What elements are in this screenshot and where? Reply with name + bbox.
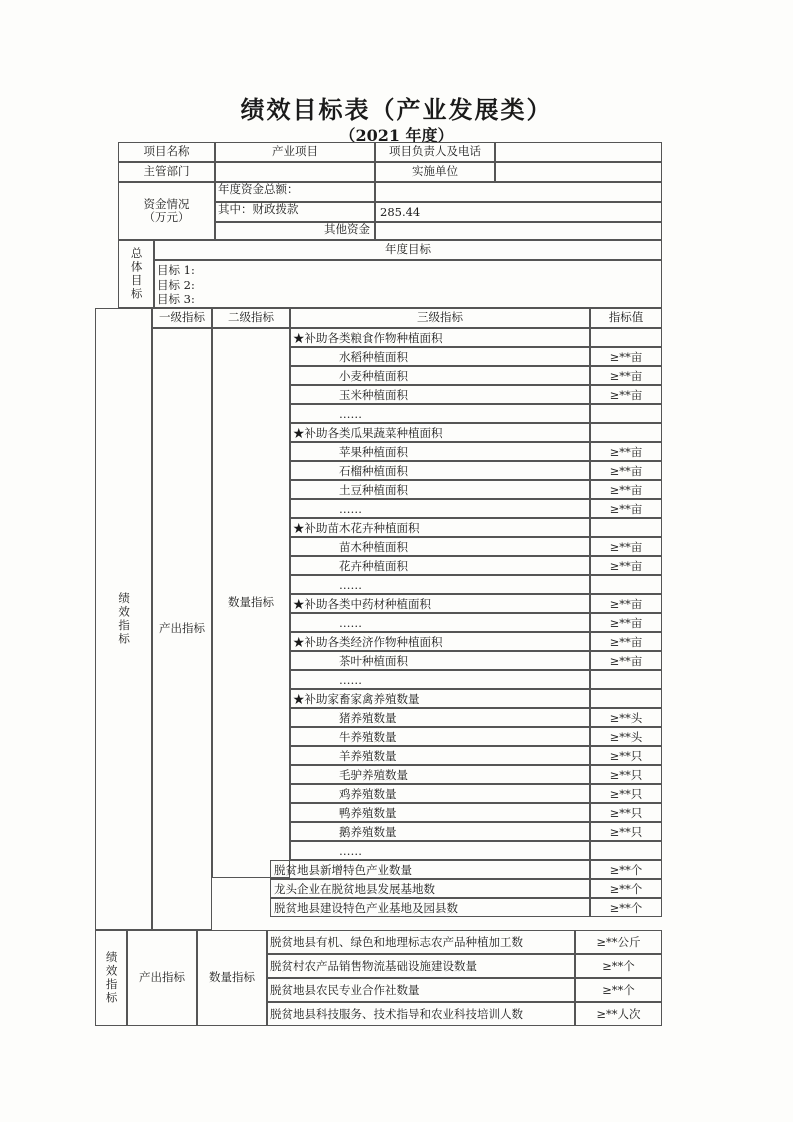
- indicator-level3: 石榴种植面积: [290, 461, 590, 480]
- indicator-level3: 羊养殖数量: [290, 746, 590, 765]
- indicator-level3: ……: [290, 404, 590, 423]
- indicator-value: ≥**亩: [590, 537, 662, 556]
- contact-value: [495, 142, 662, 162]
- indicator-value: [590, 423, 662, 442]
- indicator-level3: 玉米种植面积: [290, 385, 590, 404]
- indicator-level3: ……: [290, 670, 590, 689]
- indicator-level3: 毛驴养殖数量: [290, 765, 590, 784]
- indicator-level3: ……: [290, 499, 590, 518]
- indicator-value: [590, 841, 662, 860]
- project-name-label: 项目名称: [118, 142, 215, 162]
- page-title: 绩效目标表（产业发展类）: [240, 95, 553, 124]
- indicator-level3: 小麦种植面积: [290, 366, 590, 385]
- indicator-level3: ……: [290, 613, 590, 632]
- indicator-level3: ……: [290, 841, 590, 860]
- dept-label: 主管部门: [118, 162, 215, 182]
- indicator-value: ≥**只: [590, 822, 662, 841]
- indicator-value: [590, 518, 662, 537]
- indicator-value: ≥**亩: [590, 461, 662, 480]
- perf-h1: 一级指标: [152, 308, 212, 328]
- indicator-value: ≥**只: [590, 746, 662, 765]
- goal-item: 目标 1:: [157, 263, 195, 277]
- year-goal-header: 年度目标: [154, 240, 662, 260]
- indicator-level3: 脱贫地县新增特色产业数量: [270, 860, 590, 879]
- indicator-level3: 脱贫地县科技服务、技术指导和农业科技培训人数: [267, 1002, 575, 1026]
- level1-output-2: 产出指标: [127, 930, 197, 1026]
- page-subtitle: （2021 年度）: [339, 126, 454, 145]
- level2-quantity-2: 数量指标: [197, 930, 267, 1026]
- indicator-level3: ★补助各类经济作物种植面积: [290, 632, 590, 651]
- fund-label: 资金情况 （万元）: [118, 182, 215, 240]
- project-name-value: 产业项目: [215, 142, 375, 162]
- indicator-value: [590, 575, 662, 594]
- indicator-value: ≥**只: [590, 784, 662, 803]
- dept-value: [215, 162, 375, 182]
- indicator-value: ≥**个: [590, 879, 662, 898]
- indicator-value: ≥**亩: [590, 366, 662, 385]
- goal-item: 目标 3:: [157, 292, 195, 306]
- indicator-level3: 脱贫地县农民专业合作社数量: [267, 978, 575, 1002]
- indicator-level3: ★补助各类粮食作物种植面积: [290, 328, 590, 347]
- fund-other-value: [375, 222, 662, 240]
- indicator-value: ≥**亩: [590, 480, 662, 499]
- perf-h2: 二级指标: [212, 308, 290, 328]
- indicator-level3: 脱贫地县有机、绿色和地理标志农产品种植加工数: [267, 930, 575, 954]
- perf-h4: 指标值: [590, 308, 662, 328]
- indicator-value: ≥**亩: [590, 442, 662, 461]
- indicator-level3: 茶叶种植面积: [290, 651, 590, 670]
- indicator-value: ≥**亩: [590, 613, 662, 632]
- impl-value: [495, 162, 662, 182]
- indicator-level3: 鹅养殖数量: [290, 822, 590, 841]
- indicator-value: ≥**个: [575, 954, 662, 978]
- level2-quantity: 数量指标: [212, 328, 290, 878]
- contact-label: 项目负责人及电话: [375, 142, 495, 162]
- indicator-value: ≥**只: [590, 765, 662, 784]
- indicator-level3: 鸭养殖数量: [290, 803, 590, 822]
- indicator-level3: 苹果种植面积: [290, 442, 590, 461]
- indicator-value: ≥**公斤: [575, 930, 662, 954]
- perf-label: 绩效指标: [95, 308, 152, 930]
- indicator-level3: ★补助各类中药材种植面积: [290, 594, 590, 613]
- indicator-value: ≥**人次: [575, 1002, 662, 1026]
- indicator-value: ≥**亩: [590, 632, 662, 651]
- indicator-value: ≥**亩: [590, 651, 662, 670]
- indicator-level3: 牛养殖数量: [290, 727, 590, 746]
- indicator-level3: ……: [290, 575, 590, 594]
- perf-h3: 三级指标: [290, 308, 590, 328]
- indicator-value: ≥**亩: [590, 499, 662, 518]
- indicator-level3: 鸡养殖数量: [290, 784, 590, 803]
- fund-total-label: 年度资金总额：: [215, 182, 375, 202]
- goals-list: [154, 260, 662, 308]
- indicator-value: [590, 689, 662, 708]
- indicator-level3: 花卉种植面积: [290, 556, 590, 575]
- indicator-value: ≥**亩: [590, 556, 662, 575]
- indicator-value: ≥**个: [575, 978, 662, 1002]
- level1-output: 产出指标: [152, 328, 212, 930]
- indicator-value: ≥**头: [590, 708, 662, 727]
- indicator-level3: 土豆种植面积: [290, 480, 590, 499]
- indicator-value: ≥**个: [590, 898, 662, 917]
- indicator-level3: ★补助家畜家禽养殖数量: [290, 689, 590, 708]
- indicator-level3: 水稻种植面积: [290, 347, 590, 366]
- perf-label-2: 绩效指标: [95, 930, 127, 1026]
- indicator-level3: ★补助各类瓜果蔬菜种植面积: [290, 423, 590, 442]
- indicator-level3: 龙头企业在脱贫地县发展基地数: [270, 879, 590, 898]
- indicator-value: ≥**亩: [590, 385, 662, 404]
- indicator-level3: 猪养殖数量: [290, 708, 590, 727]
- fund-other-label: 其他资金: [215, 222, 375, 240]
- indicator-level3: 苗木种植面积: [290, 537, 590, 556]
- overall-goals-label: 总体目标: [118, 240, 154, 308]
- indicator-value: [590, 328, 662, 347]
- fund-total-value: [375, 182, 662, 202]
- indicator-level3: 脱贫地县建设特色产业基地及园县数: [270, 898, 590, 917]
- goal-item: 目标 2:: [157, 277, 195, 292]
- indicator-level3: 脱贫村农产品销售物流基础设施建设数量: [267, 954, 575, 978]
- indicator-value: ≥**只: [590, 803, 662, 822]
- fund-fiscal-label: 其中：财政拨款: [215, 202, 375, 222]
- indicator-value: ≥**亩: [590, 594, 662, 613]
- indicator-value: ≥**亩: [590, 347, 662, 366]
- indicator-level3: ★补助苗木花卉种植面积: [290, 518, 590, 537]
- indicator-value: ≥**个: [590, 860, 662, 879]
- fund-fiscal-value: 285.44: [375, 202, 662, 222]
- indicator-value: [590, 404, 662, 423]
- indicator-value: [590, 670, 662, 689]
- indicator-value: ≥**头: [590, 727, 662, 746]
- impl-label: 实施单位: [375, 162, 495, 182]
